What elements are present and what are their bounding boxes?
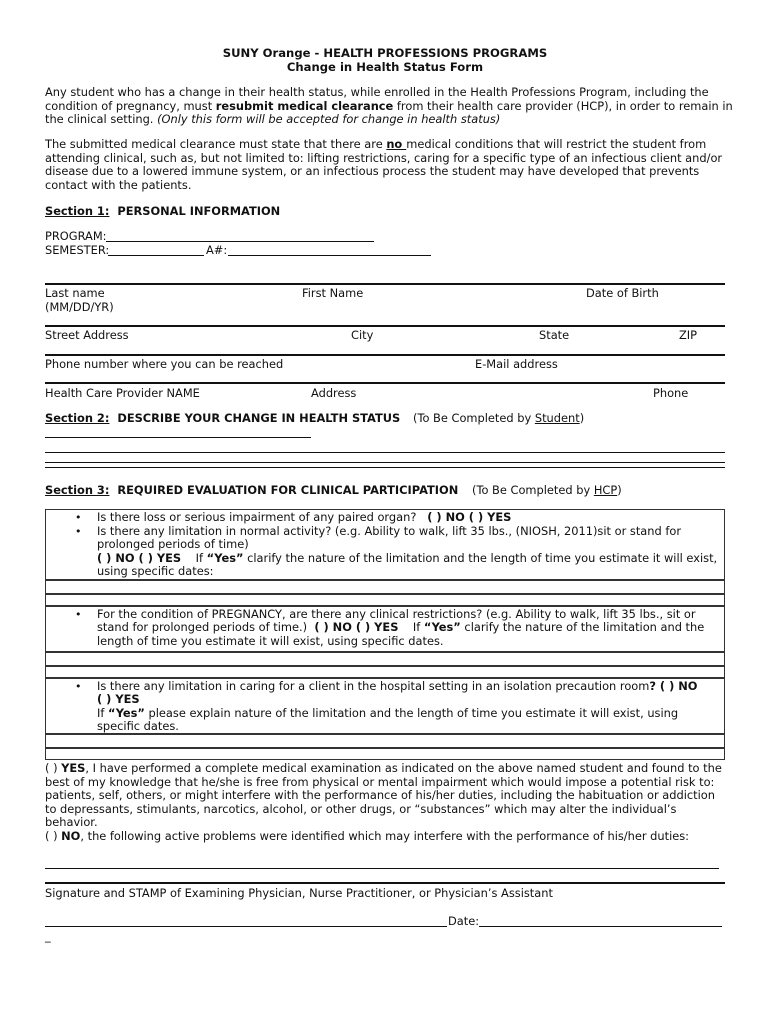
zip-label: ZIP — [679, 328, 698, 342]
name-line[interactable] — [45, 283, 725, 285]
semester-label: SEMESTER: — [45, 243, 110, 257]
answer-row-6[interactable] — [45, 748, 725, 760]
hcp-name-label: Health Care Provider NAME — [45, 386, 200, 400]
phone-line[interactable] — [45, 354, 725, 356]
signature-label: Signature and STAMP of Examining Physician, Nurse Practitioner, or Physician’s Assistant — [45, 886, 553, 900]
section1-heading: Section 1: PERSONAL INFORMATION — [45, 204, 281, 218]
state-label: State — [539, 328, 570, 342]
hcp-address-label: Address — [311, 386, 357, 400]
phone-label: Phone number where you can be reached — [45, 357, 284, 371]
bullet-icon: • — [75, 511, 82, 524]
hcp-phone-label: Phone — [653, 386, 689, 400]
bullet-icon: • — [75, 525, 82, 538]
section2-note: (To Be Completed by Student) — [413, 411, 585, 425]
dob-format-label: (MM/DD/YR) — [45, 300, 114, 314]
semester-field[interactable] — [108, 243, 204, 256]
answer-row-1[interactable] — [45, 580, 725, 594]
change-line-1[interactable] — [45, 425, 311, 438]
date-label: Date: — [448, 914, 480, 928]
a-number-label: A#: — [206, 243, 228, 257]
change-line-4[interactable] — [45, 467, 725, 468]
bullet-icon: • — [75, 608, 82, 621]
intro-paragraph-1: Any student who has a change in their health status, while enrolled in the Health Professions Program, including the condition of pregnancy, must resubmit medical clearance from their health care provider (HCP), in order to remain in the clinical setting. (Only this form will be accepted for change in health status) — [45, 85, 733, 127]
form-title: Change in Health Status Form — [286, 60, 484, 74]
a-number-field[interactable] — [228, 243, 431, 256]
first-name-label: First Name — [302, 286, 364, 300]
bullet-icon: • — [75, 680, 82, 693]
clearance-yes-statement: ( ) YES, I have performed a complete medical examination as indicated on the above named student and found to the best of my knowledge that he/she is free from physical or mental impairment which would impose a potential risk to: patients, self, others, or might interfere with the performance of his/her duties, including the habituation or addiction to depressants, stimulants, narcotics, alcohol, or other drugs, or “substances” which may alter the individual’s behavior. — [45, 761, 722, 830]
answer-row-4[interactable] — [45, 666, 725, 678]
program-label: PROGRAM: — [45, 229, 107, 243]
section2-heading: Section 2: DESCRIBE YOUR CHANGE IN HEALTH STATUS — [45, 411, 401, 425]
form-header-program: SUNY Orange - HEALTH PROFESSIONS PROGRAMS — [222, 46, 548, 60]
question-isolation: Is there any limitation in caring for a client in the hospital setting in an isolation precaution room? ( ) NO ( ) YES If “Yes” please explain nature of the limitation and the length of time you estimate it will exist, using specific dates. — [97, 679, 698, 734]
question-paired-organ: Is there loss or serious impairment of any paired organ? ( ) NO ( ) YES — [97, 510, 512, 524]
change-line-3[interactable] — [45, 462, 725, 463]
street-label: Street Address — [45, 328, 129, 342]
city-label: City — [351, 328, 374, 342]
problems-line-1[interactable] — [45, 856, 719, 869]
dob-label: Date of Birth — [586, 286, 659, 300]
problems-line-2[interactable] — [45, 882, 725, 884]
answer-row-3[interactable] — [45, 652, 725, 666]
clearance-no-statement: ( ) NO, the following active problems were identified which may interfere with the performance of his/her duties: — [45, 829, 690, 843]
answer-row-5[interactable] — [45, 734, 725, 748]
email-label: E-Mail address — [475, 357, 558, 371]
signature-field[interactable] — [45, 914, 447, 927]
question-pregnancy: For the condition of PREGNANCY, are there any clinical restrictions? (e.g. Ability to walk, lift 35 lbs., sit or stand for prolonged periods of time.) ( ) NO ( ) YES If “Yes” clarify the nature of the limitation and the length of time you estimate it will exist, using specific dates. — [97, 607, 705, 648]
hcp-line[interactable] — [45, 382, 725, 384]
section3-note: (To Be Completed by HCP) — [472, 483, 622, 497]
address-line[interactable] — [45, 325, 725, 327]
trailing-underscore: _ — [45, 929, 51, 943]
section3-heading: Section 3: REQUIRED EVALUATION FOR CLINICAL PARTICIPATION — [45, 483, 459, 497]
program-field[interactable] — [106, 229, 374, 242]
answer-row-2[interactable] — [45, 594, 725, 606]
intro-paragraph-2: The submitted medical clearance must state that there are no medical conditions that will restrict the student from attending clinical, such as, but not limited to: lifting restrictions, caring for a specific type of an infectious client and/or disease due to a lowered immune system, or an infectious process the student may have developed that prevents contact with the patients. — [45, 137, 723, 192]
last-name-label: Last name — [45, 286, 105, 300]
question-normal-activity: Is there any limitation in normal activity? (e.g. Ability to walk, lift 35 lbs., (NIOSH, 2011)sit or stand for prolonged periods of time) ( ) NO ( ) YES If “Yes” clarify the nature of the limitation and the length of time you estimate it will exist, using specific dates: — [97, 524, 718, 579]
change-line-2[interactable] — [45, 440, 725, 453]
date-field[interactable] — [479, 914, 722, 927]
